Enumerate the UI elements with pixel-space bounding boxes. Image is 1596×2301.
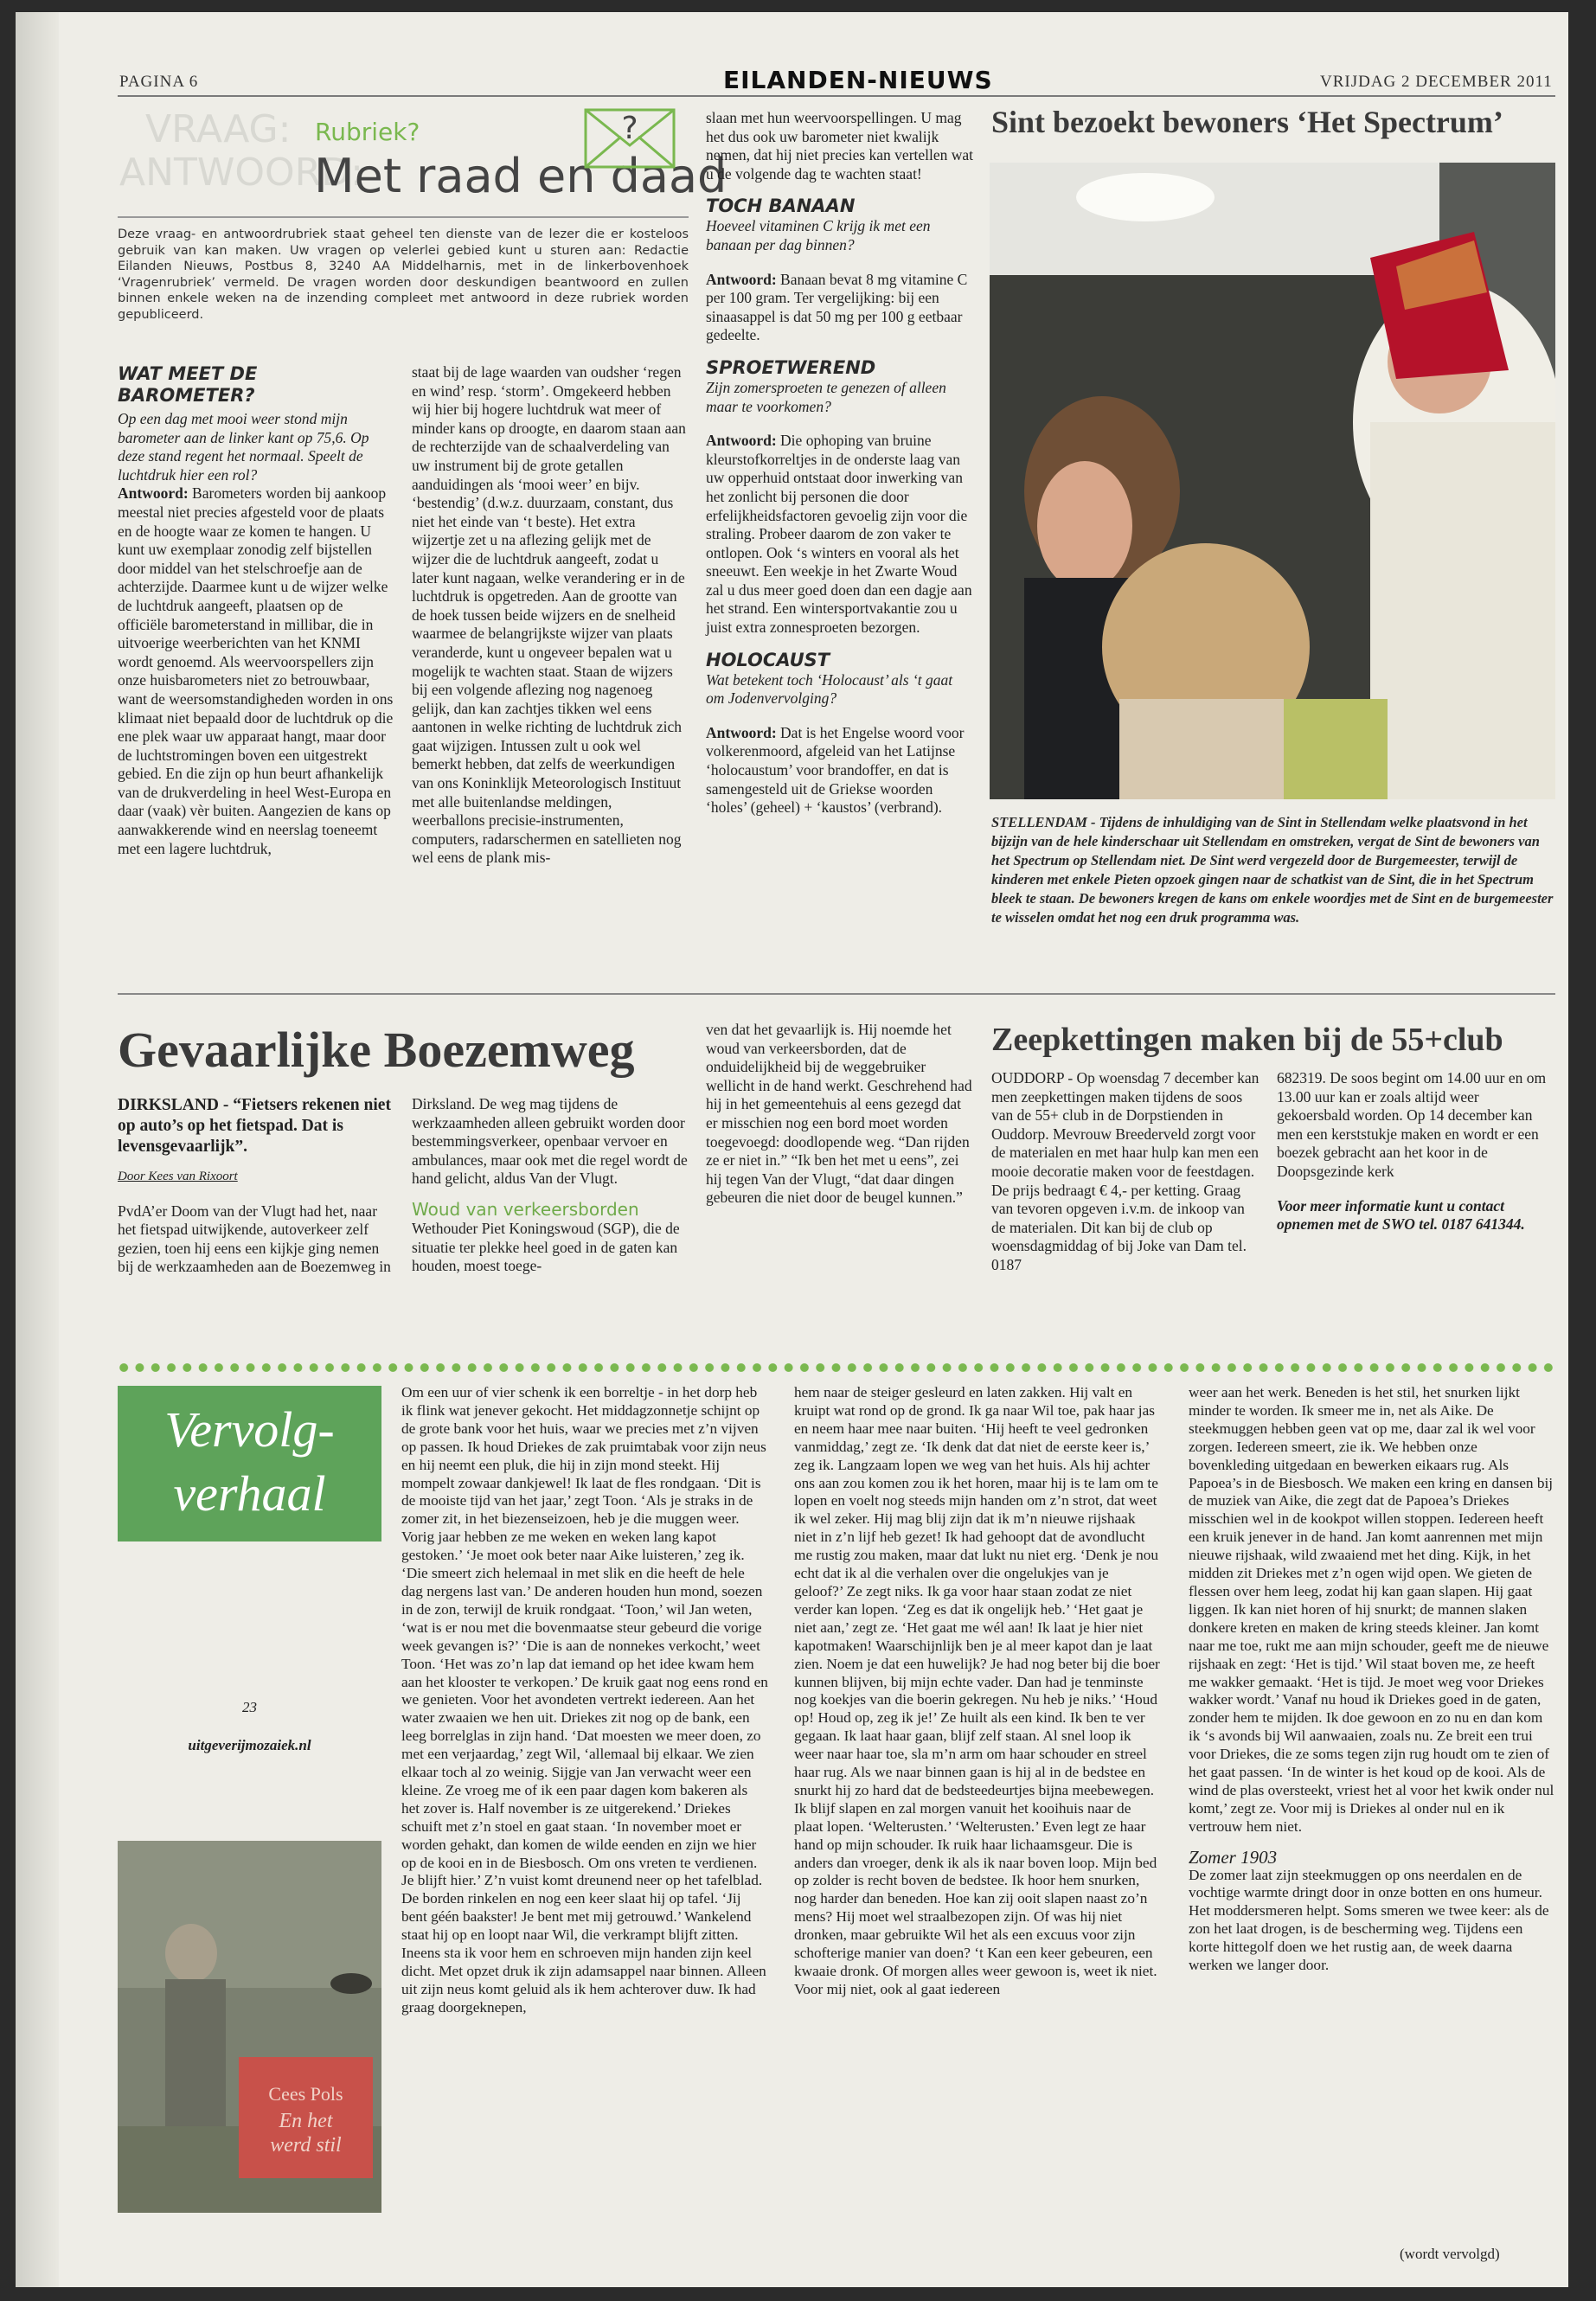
envelope-icon <box>583 107 676 170</box>
rubriek-rule <box>118 216 689 218</box>
holocaust-heading: HOLOCAUST <box>706 649 830 670</box>
page-date: VRIJDAG 2 DECEMBER 2011 <box>1320 73 1553 91</box>
boezemweg-subhead: Woud van verkeersborden <box>412 1198 639 1220</box>
rubriek-kicker: Rubriek? <box>315 118 420 146</box>
barometer-answer-continued: staat bij de lage waarden van oudsher ‘regen en wind’ resp. ‘storm’. Omgekeerd hebben wij hier bij hogere luchtdruk wat meer of minder kans op droogte, en daarom staan aan de rechterzijde van de schaalverdeling van uw instrument bij de grote getallen aanduidingen als ‘mooi weer’ en bijv. ‘bestendig’ (d.w.z. duurzaam, constant, dus niet het einde van ‘t beste). Het extra wijzertje zet u na aflezing gelijk met de wijzer die de luchtdruk aangeeft, zodat u later kunt nagaan, welke verandering er in de luchtdruk is opgetreden. Aan de grootte van de hoek tussen beide wijzers en de snelheid waarmee de belangrijkste wijzer van plaats veranderde, kunt u ongeveer bepalen wat u mogelijk te wachten staat. Staan de wijzers bij een volgende aflezing nog nagenoeg gelijk, dan kan zachtjes tikken wel eens aantonen in welke richting de luchtdruk zich gaat wijzigen. Intussen zult u ook wel bemerkt hebben, dat zelfs de weerkundigen van ons Koninklijk Meteorologisch Instituut met alle buitenlandse meldingen, weerballons precisie-instrumenten, computers, radarschermen en satellieten nog wel eens de plank mis- <box>412 363 686 867</box>
binding-spine <box>16 12 59 2287</box>
vervolg-text-2: hem naar de steiger gesleurd en laten zakken. Hij valt en kruipt wat rond op de grond. Ik ga naar Wil toe, pak haar jas en neem haar mee naar buiten. ‘Hij heeft te veel gedronken vanmiddag,’ zegt ze. ‘Ik denk dat dat niet de eerste keer is,’ zeg ik. Langzaam lopen we weg van het huis. Als hij achter ons aan zou komen zou ik het horen, maar hij is te lam om te lopen en voelt nog steeds mijn handen om z’n strot, dat weet ik wel zeker. Hij mag blij zijn dat ik m’n nieuwe rijshaak niet in z’n lijf heb gezet! Ik had gehoopt dat de avondlucht me rustig zou maken, maar dat lukt nu niet erg. ‘Denk je nou echt dat ik al die verhalen over die ongelukjes van je geloof?’ Ze zegt niks. Ik ga voor haar staan zodat ze niet verder kan lopen. ‘Zeg es dat ik ongelijk heb.’ ‘Het gaat je niet aan,’ zegt ze. ‘Het gaat me wél aan! Ik laat je hier niet kapotmaken! Waarschijnlijk ben je al meer kapot dan je laat zien. Noem je dat een huwelijk? Je had nog beter bij die boer kunnen blijven, bij mijn echte vader. Dan had je tenminste nog koekjes van die boerin gekregen. Nu heb je niks.’ ‘Houd op! Houd op, zeg ik je!’ Ze huilt als een kind. Ik ben te ver gegaan. Ik laat haar gaan, blijf zelf staan. Al snel loop ik weer naar haar toe, sla m’n arm om haar schouder en streel haar rug. Als we naar binnen gaan is hij al in de bedstee en snurkt hij zo hard dat de bedsteedeurtjes bijna meebewegen. Ik blijf slapen en zal morgen vanuit het kooihuis naar de plaat lopen. ‘Welterusten.’ ‘Welterusten.’ Even legt ze haar hand op mijn schouder. Ik ruik haar lichaamsgeur. Die is anders dan vroeger, denk ik als ik naar boven loop. Mijn bed op zolder is recht boven de bedstee. Ik hoor hem snurken, nog harder dan beneden. Hoe kan zij ooit slapen naast zo’n mens? Hij moet wel straalbezopen zijn. Of was hij niet dronken, maar gebruikte Wil het als een excuus voor zijn schofterige manier van doen? ‘t Kan een keer gebeuren, een kwaaie dronk. Of morgen alles weer gewoon is, weet ik niet. Voor mij niet, ook al gaat iedereen <box>794 1384 1160 1997</box>
sproet-answer: Die ophoping van bruine kleurstofkorreltjes in de onderste laag van uw opperhuid ontstaat door inwerking van het zonlicht bij personen die door erfelijkheidsfactoren gevoelig zijn voor die straling. Probeer daarom de zon vaker te ontlopen. Ook ‘s winters en vooral als het sneeuwt. Een weekje in het Zwarte Woud zal u dus meer goed doen dan een dagje aan het strand. Een wintersportvakantie zou u juist extra zonnesproeten bezorgen. <box>706 432 972 637</box>
sint-caption: STELLENDAM - Tijdens de inhuldiging van de Sint in Stellendam welke plaatsvond in het bijzijn van de hele kinderschaar uit Stellendam en omstreken, vergat de Sint de bewoners van het Spectrum op Stellendam niet. De Sint werd vergezeld door de Burgemeester, terwijl de kinderen met enkele Pieten opzoek gingen naar de schatkist van de Sint, die in het Spectrum bleek te staan. De bewoners kregen de kans om enkele woordjes met de Sint en de burgemeester te wisselen omdat het nog een druk programma was. <box>991 814 1554 926</box>
header-rule <box>118 95 1555 97</box>
sproet-question: Zijn zomersproeten te genezen of alleen maar te voorkomen? <box>706 378 946 415</box>
zeep-text-1: OUDDORP - Op woensdag 7 december kan men zeepkettingen maken tijdens de soos van de 55+ club in de Dorpstienden in Ouddorp. Mevrouw Breederveld zorgt voor de materialen en met haar hulp kan men een mooie decoratie maken voor de feestdagen. De prijs bedraagt € 4,- per ketting. Graag van tevoren opgeven i.v.m. de inkoop van de materialen. Dit kan bij de club op woensdagmiddag of bij Joke van Dam tel. 0187 <box>991 1069 1259 1273</box>
banaan-heading: TOCH BANAAN <box>706 195 856 217</box>
section-rule <box>118 993 1555 995</box>
svg-text:?: ? <box>621 111 638 146</box>
episode-number: 23 <box>242 1699 257 1715</box>
boezemweg-column-2 <box>412 1095 689 1276</box>
watermark-vraag: VRAAG: <box>145 107 292 151</box>
barometer-answer <box>118 484 394 858</box>
vervolg-text-1: Om een uur of vier schenk ik een borreltje - in het dorp heb ik flink wat jenever gekocht. Het middagzonnetje schijnt op de grote bank voor het huis, waar we precies met z’n vijven op passen. Ik houd Driekes de zak pruimtabak voor zijn neus en hij neemt een pluk, die hij in zijn mond steekt. Hij mompelt zowaar dankjewel! Ik laat de fles rondgaan. ‘Dit is de mooiste tijd van het jaar,’ zegt Toon. ‘Als je straks in de zomer zit, in het biezenseizoen, heb je die muggen weer. Vorig jaar hebben ze me weken en weken lang kapot gestoken.’ ‘Je moet ook beter naar Aike luisteren,’ zeg ik. ‘Die smeert zich helemaal in met slik en die heeft de hele dag nergens last van.’ De anderen houden hun mond, soezen in de zon, terwijl de kruik rondgaat. ‘Toon,’ wil Jan weten, ‘wat is er nou met die bovenmaatse steur gebeurd die vorige week gevangen is?’ ‘Die is aan de nonnekes verkocht,’ weet Toon. ‘Het was zo’n lap dat iemand op het idee kwam hem aan het klooster te verkopen.’ De kruik gaat nog eens rond en we genieten. Voor het avondeten vertrekt iedereen. Aan het water zwaaien we hen uit. Driekes zit nog op de bank, een leeg borrelglas in zijn hand. ‘Dat moesten we meer doen, zo met een verjaardag,’ zegt Wil, ‘allemaal bij elkaar. We zien elkaar toch al zo weinig. Sijgje van Jan verwacht weer een kleine. Ze vroeg me of ik een paar dagen kom bakeren als het zover is. Half november is ze uitgerekend.’ Driekes schuift met z’n stoel en gaat staan. ‘In november moet er worden gehakt, dan komen de wilde eenden en zijn we hier op de kooi en in de Biesbosch. Om ons vreten te verdienen. Je blijft hier.’ Z’n vuist komt dreunend neer op het tafelblad. De borden rinkelen en nog een keer slaat hij op tafel. ‘Jij bent géén baakster! Je bent met mij getrouwd.’ Wankelend staat hij op en loopt naar Wil, die verkrampt blijft zitten. Ineens sta ik voor hem en schroeven mijn handen zijn keel dicht. Met opzet druk ik zijn adamsappel naar binnen. Alleen uit zijn neus komt geluid als ik hem achterover duw. Ik had graag doorgeknepen, <box>401 1384 768 2016</box>
barometer-answer-text: Barometers worden bij aankoop meestal niet precies afgesteld voor de plaats en de hoogte waar ze komen te hangen. U kunt uw exemplaar zonodig zelf bijstellen door middel van het stelschroefje aan de achterzijde. Daarmee kunt u de wijzer welke de luchtdruk aangeeft, plaatsen op de officiële barometerstand in millibar, die in uitvoerige weerberichten van het KNMI wordt genoemd. Als weervoorspellers zijn onze huisbarometers niet zo betrouwbaar, want de weersomstandigheden worden in ons klimaat niet bepaald door de luchtdruk op die ene plek waar uw apparaat hangt, maar door de luchtstromingen boven een uitgestrekt gebied. En die zijn op hun beurt afhankelijk van de drukverdeling in heel West-Europa en daar (vaak) vèr buiten. Aangezien de kans op aanwakkerende wind en neerslag toeneemt met een lagere luchtdruk, <box>118 484 394 857</box>
book-title <box>239 2109 373 2157</box>
vervolg-subhead: Zomer 1903 <box>1189 1846 1278 1868</box>
boezemweg-text-2b: Wethouder Piet Koningswoud (SGP), die de situatie ter plekke heel goed in de gaten kan houden, moest toege- <box>412 1219 680 1275</box>
rubriek-intro: Deze vraag- en antwoordrubriek staat geheel ten dienste van de lezer die er kosteloos gebruik van kan maken. Uw vragen op velerlei gebied kunt u sturen aan: Redactie Eilanden Nieuws, Postbus 8, 3240 AA Middelharnis, met in de linkerbovenhoek ‘Vragenrubriek’ vermeld. De vragen worden door deskundigen beantwoord en zullen binnen enkele weken na de inzending compleet met antwoord in deze rubriek worden gepubliceerd. <box>118 228 689 322</box>
publisher-website: uitgeverijmozaiek.nl <box>188 1737 311 1753</box>
qa-column-3 <box>706 109 974 817</box>
vervolg-box <box>118 1386 381 1541</box>
sint-photo <box>990 163 1555 799</box>
boezemweg-column-1 <box>118 1095 394 1277</box>
barometer-article <box>118 363 394 858</box>
zeep-column-2 <box>1277 1069 1555 1234</box>
barometer-heading: WAT MEET DE BAROMETER? <box>118 363 258 406</box>
answer-label: Antwoord: <box>706 432 777 450</box>
sint-title: Sint bezoekt bewoners ‘Het Spectrum’ <box>991 105 1503 139</box>
boezemweg-title: Gevaarlijke Boezemweg <box>118 1022 635 1078</box>
zeep-text-2: 682319. De soos begint om 14.00 uur en om 13.00 uur kan er zoals altijd weer gekoersbald worden. Op 14 december kan men een kerststukje maken en wordt er een boezek gebracht aan het koor in de Doopsgezinde kerk <box>1277 1069 1547 1180</box>
vervolg-text-3: weer aan het werk. Beneden is het stil, het snurken lijkt minder te worden. Ik smeer me in, net als Aike. De steekmuggen hebben geen vat op me, daar zal ik wel voor zorgen. Iedereen smeert, zie ik. We hebben onze bovenkleding uitgedaan en bewerken eikaars rug. Als Papoea’s in de Biesbosch. We maken een kring en dansen bij de muziek van Aike, die zegt dat de Papoea’s Driekes misschien wel in de kookpot willen stoppen. Iedereen heeft een kruik jenever in de hand. Jan komt aanrennen met mijn nieuwe rijshaak, wild zwaaiend met het ding. Kijk, in het midden zit Driekes met z’n ogen wijd open. We gieten de flessen over hem leeg, zodat hij kan gaan slapen. Hij gaat liggen. Ik kan niet horen of hij snurkt; de mannen slaken donkere kreten en maken de kring steeds kleiner. Jan komt naar me toe, rukt me aan mijn schouder, geeft me de nieuwe rijshaak en zegt: ‘Het is tijd.’ Wil staat boven me, ze heeft me wakker gemaakt. ‘Het is tijd. Je moet weg voor Driekes wakker wordt.’ Vanaf nu houd ik Driekes goed in de gaten, zonder hem te mijden. Ik doe gewoon en zo nu en dan kom ik ‘s avonds bij Wil aanwaaien, zoals nu. Ze breit een trui voor Driekes, die ze soms tegen zijn rug houdt om te zien of het gaat passen. ‘In de winter is het koud op de kooi. Als de wind de plas oversteekt, vriest het al voor het kwik onder nul komt,’ zegt ze. Voor mij is Driekes al onder nul en ik vertrouw hem niet. <box>1189 1384 1554 1835</box>
zeep-title: Zeepkettingen maken bij de 55+club <box>991 1022 1503 1058</box>
watermark-antwoord: ANTWOORD: <box>119 151 363 195</box>
answer-label: Antwoord: <box>706 270 777 288</box>
newspaper-page <box>16 12 1568 2287</box>
holocaust-answer: Dat is het Engelse woord voor volkerenmoord, afgeleid van het Latijnse ‘holocaustum’ voor brandoffer, en dat is samengesteld uit de Griekse woorden ‘holes’ (geheel) + ‘kaustos’ (verbrand). <box>706 723 965 817</box>
banaan-question: Hoeveel vitaminen C krijg ik met een banaan per dag binnen? <box>706 217 931 253</box>
dotted-divider <box>116 1362 1554 1374</box>
barometer-question: Op een dag met mooi weer stond mijn barometer aan de linker kant op 75,6. Op deze stand regent het normaal. Speelt de luchtdruk hier een rol? <box>118 410 369 484</box>
page-number: PAGINA 6 <box>119 73 199 91</box>
vervolg-text-3b: De zomer laat zijn steekmuggen op ons neerdalen en de vochtige warmte dringt door in onze botten en ons humeur. Het moddersmeren helpt. Soms smeren we twee keer: als de zon het laat drogen, is de bescherming weg. Tijdens een korte hittegolf doen we het rustig aan, de week daarna werken we langer door. <box>1189 1866 1549 1974</box>
answer-label: Antwoord: <box>118 484 189 503</box>
sproet-heading: SPROETWEREND <box>706 356 876 378</box>
rubriek-title: Met raad en daad <box>314 149 727 203</box>
continued-note: (wordt vervolgd) <box>1400 2246 1500 2262</box>
barometer-answer-end: slaan met hun weervoorspellingen. U mag het dus ook uw barometer niet kwalijk nemen, dat hij niet precies kan vertellen wat u de volgende dag te wachten staat! <box>706 109 974 183</box>
book-title-line-2: werd stil <box>270 2134 342 2157</box>
holocaust-question: Wat betekent toch ‘Holocaust’ als ‘t gaat om Jodenvervolging? <box>706 670 953 708</box>
boezemweg-byline: Door Kees van Rixoort <box>118 1170 238 1183</box>
boezemweg-text-1: PvdA’er Doom van der Vlugt had het, naar het fietspad uitwijkende, autoverkeer zelf gezien, toen hij eens een kijkje ging nemen bij de werkzaamheden aan de Boezemweg in <box>118 1202 391 1276</box>
vervolg-column-3 <box>1189 1384 1555 1975</box>
zeep-contact: Voor meer informatie kunt u contact opnemen met de SWO tel. 0187 641344. <box>1277 1196 1525 1234</box>
book-title-line-1: En het <box>279 2110 333 2132</box>
boezemweg-text-2: Dirksland. De weg mag tijdens de werkzaamheden alleen gebruikt worden door bestemmingsverkeer, openbaar vervoer en ambulances, maar ook met die regel wordt de hand gelicht, aldus Van der Vlugt. <box>412 1095 688 1188</box>
answer-label: Antwoord: <box>706 723 777 741</box>
banaan-answer: Banaan bevat 8 mg vitamine C per 100 gram. Ter vergelijking: bij een sinaasappel is dat 50 mg per 100 g eetbaar gedeelte. <box>706 270 968 344</box>
vervolg-title-1: Vervolg- <box>164 1401 335 1458</box>
masthead: EILANDEN-NIEUWS <box>723 66 993 94</box>
vervolg-title-2: verhaal <box>173 1465 326 1522</box>
book-author: Cees Pols <box>268 2083 343 2105</box>
boezemweg-lead: DIRKSLAND - “Fietsers rekenen niet op auto’s op het fietspad. Dat is levensgevaarlijk”. <box>118 1096 391 1156</box>
boezemweg-text-3: ven dat het gevaarlijk is. Hij noemde het woud van verkeersborden, dat de onduidelijkheid bij de weggebruiker wellicht in de hand werkt. Geschrehend had hij in het gemeentehuis al eens gezegd dat er misschien nog een bord moet worden toegevoegd: doodlopende weg. “Dan rijden ze er niet in.” “Ik ben het met u eens”, zei hij tegen Van der Vlugt, “dat daar dingen gebeuren die niet door de beugel kunnen.” <box>706 1021 972 1207</box>
